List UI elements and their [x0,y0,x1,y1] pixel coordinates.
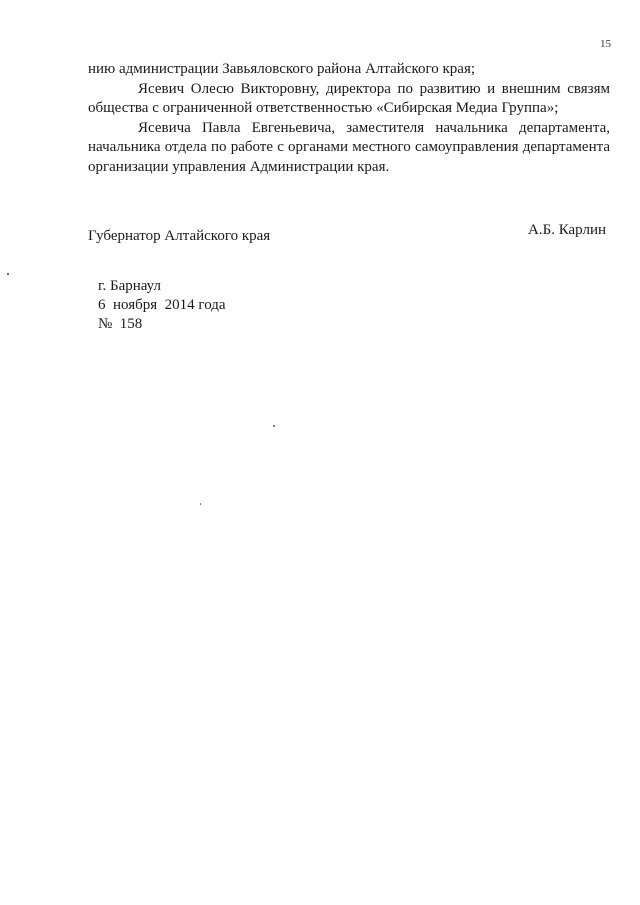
page-number: 15 [600,38,611,50]
paragraph-3: Ясевича Павла Евгеньевича, заместителя начальника департамента, начальника отдела по работе с органами местного самоуправления департамента организации управления Администрации края. [88,119,610,175]
signature-title: Губернатор Алтайского края [88,228,271,244]
scan-speck [7,273,9,275]
paragraph-1: нию администрации Завьяловского района Алтайского края; [88,61,476,77]
document-body [88,60,610,177]
scan-speck [273,425,275,427]
city-line: г. Барнаул [98,278,161,294]
document-number-line: № 158 [98,316,143,332]
signature-name: А.Б. Карлин [528,222,607,238]
paragraph-2: Ясевич Олесю Викторовну, директора по развитию и внешним связям общества с ограниченной ответственностью «Сибирская Медиа Группа»; [88,80,610,116]
date-line: 6 ноября 2014 года [98,297,226,313]
place-date-block [98,277,226,334]
scan-speck [200,503,201,505]
